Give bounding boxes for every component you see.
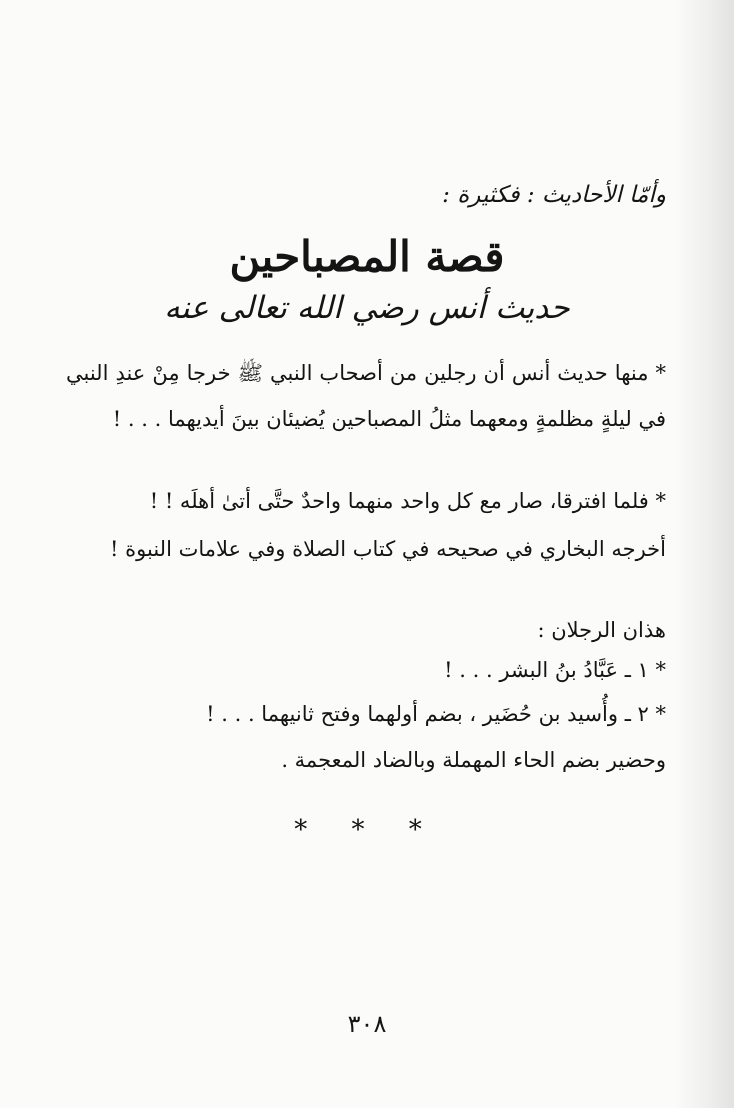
list-item: * ٢ ـ وأُسيد بن حُضَير ، بضم أولهما وفتح ثانيهما . . . !: [206, 702, 666, 726]
list-title: هذان الرجلان :: [537, 618, 666, 642]
paragraph-1: * منها حديث أنس أن رجلين من أصحاب النبي ﷺ خرجا مِنْ عندِ النبي في ليلةٍ مظلمةٍ ومعهما مثلُ المصباحين يُضيئان بينَ أيديهما . . . !: [66, 361, 666, 431]
section-subtitle: حديث أنس رضي الله تعالى عنه: [164, 290, 570, 326]
list-item: * ١ ـ عَبَّادُ بنُ البشر . . . !: [444, 658, 666, 682]
paragraph-3: أخرجه البخاري في صحيحه في كتاب الصلاة وفي علامات النبوة !: [110, 537, 666, 561]
paragraph-2: * فلما افترقا، صار مع كل واحد منهما واحدٌ حتَّى أتىٰ أهلَه ! !: [149, 489, 666, 513]
page-number: ٣٠٨: [347, 1010, 387, 1038]
section-title: قصة المصباحين: [229, 232, 505, 281]
section-separator: * * *: [294, 815, 440, 845]
intro-heading: وأمّا الأحاديث : فكثيرة :: [442, 182, 666, 208]
paragraph-4: وحضير بضم الحاء المهملة وبالضاد المعجمة .: [281, 748, 666, 772]
page-edge-shadow: [674, 0, 734, 1108]
